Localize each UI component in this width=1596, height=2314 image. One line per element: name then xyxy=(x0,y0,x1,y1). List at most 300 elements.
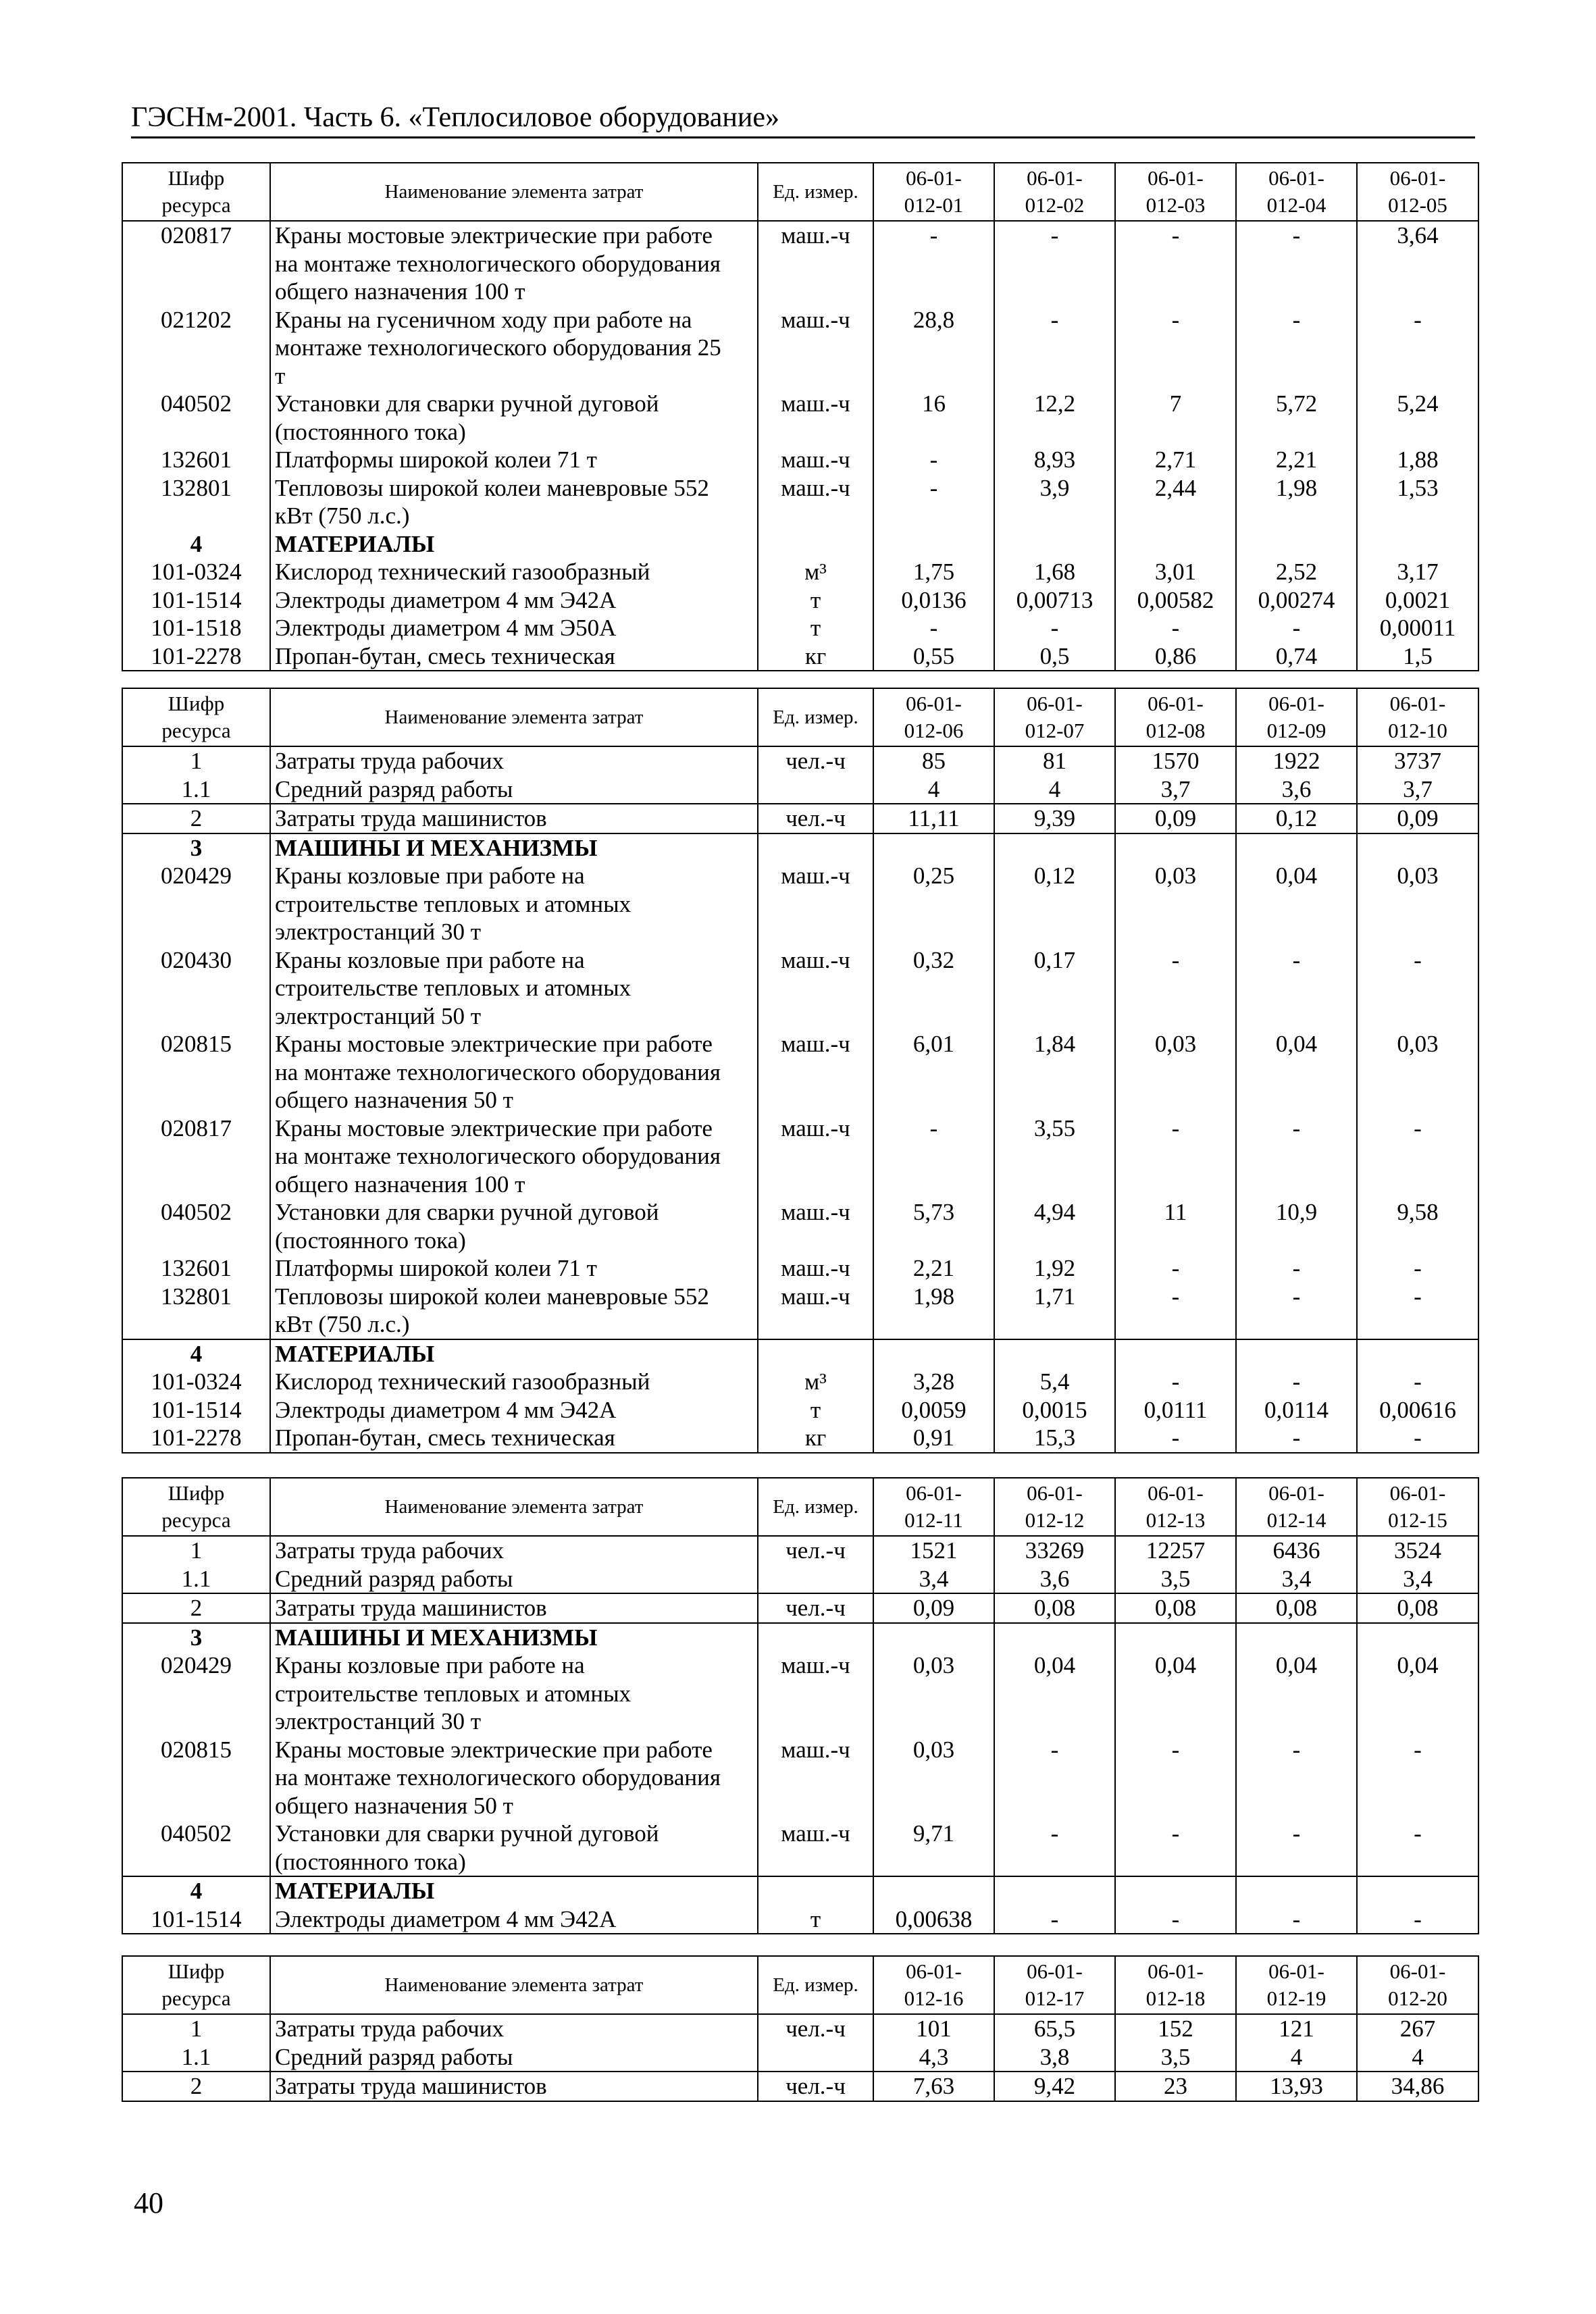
value-cell xyxy=(1236,1339,1357,1368)
value-cell: 3,01 xyxy=(1115,558,1236,586)
value-cell: - xyxy=(1236,1905,1357,1934)
value-cell: 3737 xyxy=(1357,746,1478,775)
resource-code-cell: 4 xyxy=(122,1339,270,1368)
value-cell xyxy=(1115,1876,1236,1905)
value-cell: 7 xyxy=(1115,390,1236,446)
header-norm-code-line: 012-05 xyxy=(1388,193,1447,217)
table-row xyxy=(122,1368,1478,1396)
header-norm-code-line: 06-01- xyxy=(906,166,962,190)
header-norm-code-line: 06-01- xyxy=(1148,166,1204,190)
header-norm-code-line: 06-01- xyxy=(1268,166,1324,190)
table-row xyxy=(122,446,1478,474)
resource-name-cell xyxy=(270,1339,758,1368)
header-norm-code-line: 06-01- xyxy=(1389,1959,1446,1983)
table-header-row xyxy=(122,1478,1478,1536)
value-cell: 0,74 xyxy=(1236,642,1357,671)
header-unit-cell: Ед. измер. xyxy=(758,163,873,221)
value-cell: 0,03 xyxy=(1357,1030,1478,1114)
resource-name-cell xyxy=(270,1536,758,1565)
value-cell: 267 xyxy=(1357,2014,1478,2043)
header-norm-code-line: 012-11 xyxy=(904,1508,963,1532)
value-cell: 0,04 xyxy=(1236,1651,1357,1736)
value-cell: 9,58 xyxy=(1357,1198,1478,1254)
value-cell: - xyxy=(1115,1424,1236,1453)
resource-name-line: строительстве тепловых и атомных xyxy=(275,975,632,1001)
header-norm-code-cell xyxy=(994,1478,1115,1536)
value-cell: - xyxy=(1236,1424,1357,1453)
value-cell: 0,91 xyxy=(873,1424,994,1453)
header-code-line: Шифр xyxy=(168,692,225,715)
value-cell: 2,71 xyxy=(1115,446,1236,474)
resource-code-cell: 132801 xyxy=(122,1283,270,1339)
header-norm-code-line: 012-15 xyxy=(1388,1508,1447,1532)
value-cell: - xyxy=(1236,1114,1357,1199)
value-cell: 2,21 xyxy=(1236,446,1357,474)
header-norm-code-line: 012-10 xyxy=(1388,719,1447,742)
table-row xyxy=(122,1198,1478,1254)
resource-name-cell xyxy=(270,390,758,446)
value-cell: - xyxy=(1236,1736,1357,1820)
resource-name-line: (постоянного тока) xyxy=(275,1227,466,1254)
resource-name-line: МАТЕРИАЛЫ xyxy=(275,530,435,557)
header-code-cell xyxy=(122,163,270,221)
running-header: ГЭСНм-2001. Часть 6. «Теплосиловое оборудование» xyxy=(131,101,1475,138)
value-cell: 4,94 xyxy=(994,1198,1115,1254)
value-cell: 0,08 xyxy=(994,1593,1115,1623)
value-cell: 3,8 xyxy=(994,2043,1115,2072)
header-norm-code-line: 012-07 xyxy=(1025,719,1085,742)
unit-cell: чел.-ч xyxy=(758,2072,873,2101)
table-row xyxy=(122,2043,1478,2072)
value-cell: 1,98 xyxy=(873,1283,994,1339)
table-row xyxy=(122,1536,1478,1565)
value-cell xyxy=(1357,1339,1478,1368)
header-norm-code-line: 012-09 xyxy=(1266,719,1327,742)
header-norm-code-cell xyxy=(1357,688,1478,746)
resource-name-line: Краны мостовые электрические при работе xyxy=(275,1031,713,1057)
header-norm-code-line: 012-20 xyxy=(1388,1986,1447,2010)
value-cell xyxy=(1357,1876,1478,1905)
resource-name-line: Затраты труда рабочих xyxy=(275,1537,504,1564)
value-cell: 3,55 xyxy=(994,1114,1115,1199)
page-number: 40 xyxy=(134,2186,163,2219)
resource-code-cell: 101-1514 xyxy=(122,586,270,615)
value-cell: 0,04 xyxy=(1236,862,1357,946)
resource-name-cell xyxy=(270,946,758,1031)
value-cell: 0,03 xyxy=(1115,862,1236,946)
value-cell: 3,4 xyxy=(873,1565,994,1594)
value-cell: - xyxy=(1236,1283,1357,1339)
header-code-line: ресурса xyxy=(161,1508,231,1532)
value-cell: - xyxy=(1236,221,1357,306)
table-row xyxy=(122,1593,1478,1623)
resource-code-cell: 101-1514 xyxy=(122,1905,270,1934)
resource-name-cell xyxy=(270,1820,758,1876)
resource-name-line: Пропан-бутан, смесь техническая xyxy=(275,642,615,669)
resource-code-cell: 1 xyxy=(122,746,270,775)
value-cell: 0,03 xyxy=(1115,1030,1236,1114)
header-name-cell: Наименование элемента затрат xyxy=(270,1478,758,1536)
value-cell xyxy=(1357,833,1478,863)
header-unit-cell: Ед. измер. xyxy=(758,688,873,746)
header-norm-code-cell xyxy=(873,1956,994,2014)
value-cell: - xyxy=(1357,1424,1478,1453)
value-cell: 1,88 xyxy=(1357,446,1478,474)
resource-name-line: Установки для сварки ручной дуговой xyxy=(275,1199,659,1225)
resource-name-cell xyxy=(270,804,758,833)
resource-code-cell: 020817 xyxy=(122,221,270,306)
unit-cell xyxy=(758,2043,873,2072)
value-cell: 1,5 xyxy=(1357,642,1478,671)
header-norm-code-line: 012-16 xyxy=(904,1986,964,2010)
value-cell: 0,17 xyxy=(994,946,1115,1031)
value-cell: 0,08 xyxy=(1236,1593,1357,1623)
header-norm-code-line: 06-01- xyxy=(1389,692,1446,715)
resource-name-line: общего назначения 100 т xyxy=(275,278,525,305)
table-row xyxy=(122,390,1478,446)
resource-code-cell: 4 xyxy=(122,1876,270,1905)
value-cell xyxy=(1236,833,1357,863)
table-row xyxy=(122,1820,1478,1876)
value-cell: 1,92 xyxy=(994,1254,1115,1283)
value-cell: 0,08 xyxy=(1115,1593,1236,1623)
resource-name-line: Краны мостовые электрические при работе xyxy=(275,1736,713,1763)
resource-name-cell xyxy=(270,221,758,306)
resource-name-line: Платформы широкой колеи 71 т xyxy=(275,1255,597,1281)
value-cell xyxy=(994,1339,1115,1368)
value-cell xyxy=(1115,1339,1236,1368)
resource-name-line: монтаже технологического оборудования 25 xyxy=(275,334,721,361)
table-row xyxy=(122,1283,1478,1339)
value-cell: - xyxy=(1357,1283,1478,1339)
value-cell: 4 xyxy=(994,775,1115,804)
table-row xyxy=(122,221,1478,306)
value-cell: 1,98 xyxy=(1236,474,1357,530)
resource-name-line: Краны козловые при работе на xyxy=(275,946,585,973)
section-row xyxy=(122,833,1478,863)
header-norm-code-line: 06-01- xyxy=(906,692,962,715)
table-row xyxy=(122,1114,1478,1199)
value-cell: 101 xyxy=(873,2014,994,2043)
resource-code-cell: 101-0324 xyxy=(122,558,270,586)
resource-name-line: Затраты труда рабочих xyxy=(275,2015,504,2042)
value-cell: 0,0059 xyxy=(873,1396,994,1424)
value-cell: 0,09 xyxy=(1357,804,1478,833)
header-code-line: Шифр xyxy=(168,166,225,190)
unit-cell: кг xyxy=(758,1424,873,1453)
value-cell: - xyxy=(1115,221,1236,306)
resource-name-line: электростанций 30 т xyxy=(275,919,482,945)
value-cell xyxy=(873,1876,994,1905)
resource-code-cell: 040502 xyxy=(122,1198,270,1254)
value-cell: 10,9 xyxy=(1236,1198,1357,1254)
resource-name-line: общего назначения 50 т xyxy=(275,1087,513,1113)
header-norm-code-line: 06-01- xyxy=(1148,1959,1204,1983)
value-cell: - xyxy=(1357,1368,1478,1396)
unit-cell xyxy=(758,775,873,804)
value-cell: 3,5 xyxy=(1115,2043,1236,2072)
resource-name-line: Затраты труда рабочих xyxy=(275,748,504,774)
header-norm-code-line: 012-08 xyxy=(1145,719,1206,742)
unit-cell xyxy=(758,530,873,559)
value-cell: 4,3 xyxy=(873,2043,994,2072)
value-cell: 0,03 xyxy=(873,1651,994,1736)
resource-name-line: Тепловозы широкой колеи маневровые 552 xyxy=(275,474,709,501)
unit-cell: маш.-ч xyxy=(758,221,873,306)
resource-name-cell xyxy=(270,474,758,530)
resource-code-cell: 020817 xyxy=(122,1114,270,1199)
value-cell: 8,93 xyxy=(994,446,1115,474)
value-cell: - xyxy=(1115,614,1236,642)
unit-cell: маш.-ч xyxy=(758,1736,873,1820)
table-row xyxy=(122,775,1478,804)
unit-cell: маш.-ч xyxy=(758,1283,873,1339)
resource-name-line: Электроды диаметром 4 мм Э50А xyxy=(275,615,617,641)
header-norm-code-cell xyxy=(873,163,994,221)
value-cell: 5,24 xyxy=(1357,390,1478,446)
unit-cell: чел.-ч xyxy=(758,1593,873,1623)
resource-name-line: на монтаже технологического оборудования xyxy=(275,1143,721,1169)
resource-code-cell: 020429 xyxy=(122,862,270,946)
resource-name-cell xyxy=(270,1030,758,1114)
value-cell: 0,00616 xyxy=(1357,1396,1478,1424)
resource-name-cell xyxy=(270,1424,758,1453)
resource-code-cell: 132801 xyxy=(122,474,270,530)
value-cell: 0,0015 xyxy=(994,1396,1115,1424)
unit-cell: маш.-ч xyxy=(758,1198,873,1254)
value-cell: 1,68 xyxy=(994,558,1115,586)
resource-name-cell xyxy=(270,1198,758,1254)
value-cell: 4 xyxy=(873,775,994,804)
value-cell: 9,71 xyxy=(873,1820,994,1876)
value-cell: 0,0114 xyxy=(1236,1396,1357,1424)
resource-name-cell xyxy=(270,530,758,559)
value-cell xyxy=(1357,1623,1478,1652)
value-cell: 2,52 xyxy=(1236,558,1357,586)
value-cell: 0,08 xyxy=(1357,1593,1478,1623)
value-cell: 6,01 xyxy=(873,1030,994,1114)
value-cell: - xyxy=(1236,614,1357,642)
unit-cell: маш.-ч xyxy=(758,390,873,446)
value-cell xyxy=(1357,530,1478,559)
value-cell: 6436 xyxy=(1236,1536,1357,1565)
header-norm-code-cell xyxy=(994,688,1115,746)
value-cell: 0,00011 xyxy=(1357,614,1478,642)
value-cell: 0,04 xyxy=(1115,1651,1236,1736)
value-cell: - xyxy=(1357,306,1478,390)
resource-name-cell xyxy=(270,862,758,946)
resource-name-line: Затраты труда машинистов xyxy=(275,805,547,831)
unit-cell: т xyxy=(758,614,873,642)
resource-name-cell xyxy=(270,1254,758,1283)
header-norm-code-cell xyxy=(1236,163,1357,221)
header-norm-code-line: 012-12 xyxy=(1025,1508,1085,1532)
resource-name-cell xyxy=(270,1593,758,1623)
unit-cell: т xyxy=(758,1905,873,1934)
section-row xyxy=(122,1623,1478,1652)
value-cell: 2,21 xyxy=(873,1254,994,1283)
value-cell xyxy=(994,530,1115,559)
header-norm-code-cell xyxy=(1115,163,1236,221)
table-row xyxy=(122,1651,1478,1736)
value-cell: 0,03 xyxy=(873,1736,994,1820)
header-norm-code-line: 012-17 xyxy=(1025,1986,1085,2010)
section-row xyxy=(122,1876,1478,1905)
resource-name-line: Средний разряд работы xyxy=(275,2043,513,2070)
resource-code-cell: 3 xyxy=(122,833,270,863)
value-cell: 7,63 xyxy=(873,2072,994,2101)
resource-code-cell: 3 xyxy=(122,1623,270,1652)
header-norm-code-line: 06-01- xyxy=(1268,1481,1324,1505)
value-cell: 23 xyxy=(1115,2072,1236,2101)
resource-name-cell xyxy=(270,1396,758,1424)
header-norm-code-line: 012-14 xyxy=(1266,1508,1327,1532)
value-cell: 1,53 xyxy=(1357,474,1478,530)
unit-cell: т xyxy=(758,1396,873,1424)
value-cell: 3,6 xyxy=(1236,775,1357,804)
resource-name-line: Электроды диаметром 4 мм Э42А xyxy=(275,586,617,613)
value-cell: 3,5 xyxy=(1115,1565,1236,1594)
table-row xyxy=(122,946,1478,1031)
value-cell: - xyxy=(1357,946,1478,1031)
resource-name-cell xyxy=(270,1905,758,1934)
value-cell: 0,04 xyxy=(1357,1651,1478,1736)
resource-code-cell: 101-1518 xyxy=(122,614,270,642)
resource-code-cell: 4 xyxy=(122,530,270,559)
header-norm-code-cell xyxy=(873,1478,994,1536)
table-row xyxy=(122,558,1478,586)
value-cell: - xyxy=(1115,1254,1236,1283)
table-row xyxy=(122,1030,1478,1114)
unit-cell: маш.-ч xyxy=(758,1651,873,1736)
value-cell xyxy=(873,1339,994,1368)
value-cell: 0,04 xyxy=(1236,1030,1357,1114)
value-cell: 11 xyxy=(1115,1198,1236,1254)
value-cell: - xyxy=(1115,1736,1236,1820)
resource-code-cell: 040502 xyxy=(122,1820,270,1876)
value-cell: 0,03 xyxy=(1357,862,1478,946)
resource-name-line: Средний разряд работы xyxy=(275,775,513,802)
value-cell: - xyxy=(1236,1368,1357,1396)
resource-name-line: Затраты труда машинистов xyxy=(275,2073,547,2099)
header-norm-code-cell xyxy=(1357,1956,1478,2014)
resource-name-cell xyxy=(270,775,758,804)
header-norm-code-line: 012-19 xyxy=(1266,1986,1327,2010)
table-row xyxy=(122,1905,1478,1934)
value-cell: - xyxy=(1236,306,1357,390)
resource-code-cell: 020430 xyxy=(122,946,270,1031)
value-cell: 9,42 xyxy=(994,2072,1115,2101)
resource-name-cell xyxy=(270,1736,758,1820)
unit-cell: чел.-ч xyxy=(758,746,873,775)
value-cell: - xyxy=(994,306,1115,390)
resource-name-line: МАШИНЫ И МЕХАНИЗМЫ xyxy=(275,1624,598,1651)
resource-name-line: (постоянного тока) xyxy=(275,418,466,445)
value-cell xyxy=(873,1623,994,1652)
header-norm-code-line: 012-01 xyxy=(904,193,964,217)
value-cell: 85 xyxy=(873,746,994,775)
value-cell: 3,9 xyxy=(994,474,1115,530)
resource-name-line: на монтаже технологического оборудования xyxy=(275,250,721,277)
resource-name-line: (постоянного тока) xyxy=(275,1848,466,1875)
resource-name-cell xyxy=(270,1368,758,1396)
resource-name-line: МАТЕРИАЛЫ xyxy=(275,1340,435,1367)
header-norm-code-cell xyxy=(1236,1956,1357,2014)
table-row xyxy=(122,2014,1478,2043)
unit-cell: маш.-ч xyxy=(758,862,873,946)
value-cell xyxy=(1115,833,1236,863)
resource-name-line: кВт (750 л.с.) xyxy=(275,503,410,529)
table-row xyxy=(122,306,1478,390)
resource-name-line: Краны козловые при работе на xyxy=(275,1652,585,1678)
value-cell: 152 xyxy=(1115,2014,1236,2043)
header-norm-code-line: 012-04 xyxy=(1266,193,1327,217)
value-cell: 1,71 xyxy=(994,1283,1115,1339)
value-cell: 0,55 xyxy=(873,642,994,671)
resource-name-cell xyxy=(270,2043,758,2072)
unit-cell: чел.-ч xyxy=(758,1536,873,1565)
resource-code-cell: 132601 xyxy=(122,1254,270,1283)
header-code-line: ресурса xyxy=(161,193,231,217)
value-cell: 3,17 xyxy=(1357,558,1478,586)
value-cell: 1,84 xyxy=(994,1030,1115,1114)
value-cell xyxy=(1115,1623,1236,1652)
unit-cell xyxy=(758,833,873,863)
resource-name-cell xyxy=(270,558,758,586)
header-norm-code-line: 012-13 xyxy=(1145,1508,1206,1532)
value-cell: 0,00713 xyxy=(994,586,1115,615)
resource-name-line: Затраты труда машинистов xyxy=(275,1595,547,1621)
unit-cell: маш.-ч xyxy=(758,1820,873,1876)
resource-name-line: электростанций 30 т xyxy=(275,1708,482,1734)
value-cell: - xyxy=(994,221,1115,306)
header-code-cell xyxy=(122,1956,270,2014)
table-row xyxy=(122,642,1478,671)
unit-cell: чел.-ч xyxy=(758,804,873,833)
value-cell: 0,00638 xyxy=(873,1905,994,1934)
resource-name-cell xyxy=(270,2014,758,2043)
resource-name-line: МАШИНЫ И МЕХАНИЗМЫ xyxy=(275,834,598,861)
resource-code-cell: 021202 xyxy=(122,306,270,390)
header-norm-code-line: 06-01- xyxy=(1027,166,1083,190)
value-cell xyxy=(1236,1876,1357,1905)
header-norm-code-line: 012-03 xyxy=(1145,193,1206,217)
header-norm-code-line: 06-01- xyxy=(1148,1481,1204,1505)
resource-name-cell xyxy=(270,1565,758,1594)
unit-cell: маш.-ч xyxy=(758,1114,873,1199)
header-norm-code-line: 06-01- xyxy=(1268,692,1324,715)
header-code-cell xyxy=(122,1478,270,1536)
value-cell: - xyxy=(1115,1283,1236,1339)
value-cell xyxy=(994,833,1115,863)
header-norm-code-cell xyxy=(1236,1478,1357,1536)
resource-name-cell xyxy=(270,2072,758,2101)
resource-name-line: строительстве тепловых и атомных xyxy=(275,1680,632,1707)
header-norm-code-cell xyxy=(1115,1956,1236,2014)
value-cell: 3,4 xyxy=(1357,1565,1478,1594)
value-cell: 11,11 xyxy=(873,804,994,833)
value-cell: - xyxy=(1115,306,1236,390)
value-cell: 0,09 xyxy=(873,1593,994,1623)
value-cell: 3,6 xyxy=(994,1565,1115,1594)
value-cell: 33269 xyxy=(994,1536,1115,1565)
section-row xyxy=(122,530,1478,559)
value-cell: 0,0136 xyxy=(873,586,994,615)
table-row xyxy=(122,1254,1478,1283)
value-cell: - xyxy=(1115,946,1236,1031)
value-cell: 0,86 xyxy=(1115,642,1236,671)
value-cell: - xyxy=(873,474,994,530)
